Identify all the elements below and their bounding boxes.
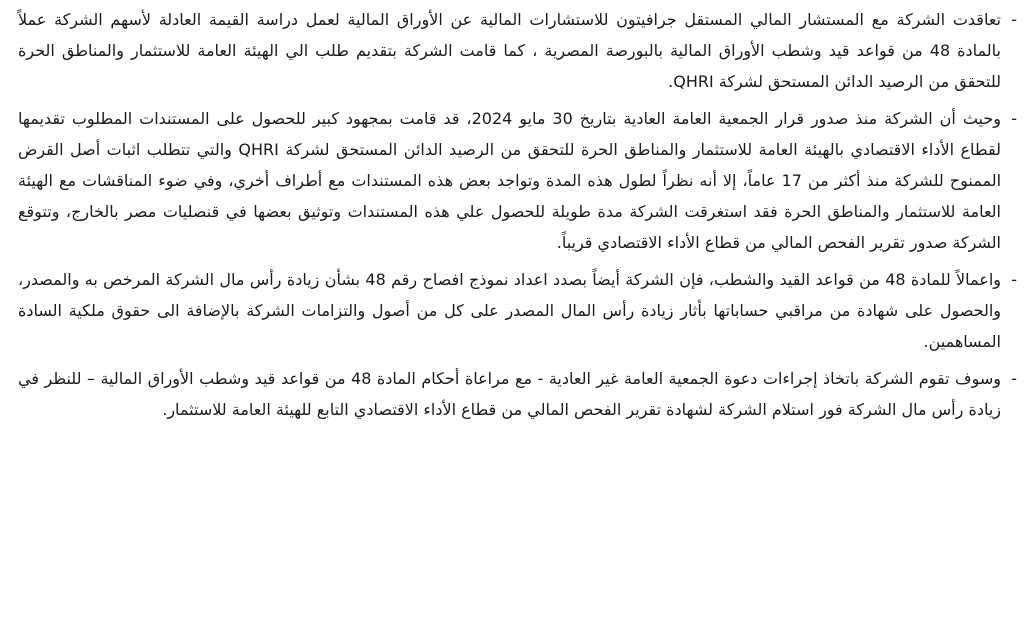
paragraph-text: وسوف تقوم الشركة باتخاذ إجراءات دعوة الجمعية العامة غير العادية - مع مراعاة أحكام المادة 48 من قواعد قيد وشطب الأوراق المالية – للنظر في زيادة رأس مال الشركة فور استلام الشركة لشهادة تقرير الفحص المالي من قطاع الأداء الاقتصادي التابع للهيئة العامة للاستثمار. (18, 369, 1002, 419)
list-item (14, 363, 1019, 425)
bullet-marker: - (1011, 109, 1017, 128)
bullet-marker: - (1011, 10, 1017, 29)
bullet-list (14, 4, 1019, 425)
list-item (14, 4, 1019, 97)
list-item (14, 264, 1019, 357)
list-item (14, 103, 1019, 258)
bullet-marker: - (1011, 270, 1017, 289)
bullet-marker: - (1011, 369, 1017, 388)
paragraph-text: وحيث أن الشركة منذ صدور قرار الجمعية العامة العادية بتاريخ 30 مايو 2024، قد قامت بمجهود كبير للحصول على المستندات المطلوب تقديمها لقطاع الأداء الاقتصادي بالهيئة العامة للاستثمار والمناطق الحرة للتحقق من الرصيد الدائن المستحق لشركة QHRI والتي تتطلب اثبات أصل القرض الممنوح للشركة منذ أكثر من 17 عاماً، إلا أنه نظراً لطول هذه المدة وتواجد بعض هذه المستندات مع أطراف أخري، وفي ضوء المناقشات مع الهيئة العامة للاستثمار والمناطق الحرة فقد استغرقت الشركة مدة طويلة للحصول علي هذه المستندات وتوثيق بعضها في قنصليات مصر بالخارج، وتتوقع الشركة صدور تقرير الفحص المالي من قطاع الأداء الاقتصادي قريباً. (18, 109, 1002, 252)
paragraph-text: تعاقدت الشركة مع المستشار المالي المستقل جرافيتون للاستشارات المالية عن الأوراق المالية لعمل دراسة القيمة العادلة لأسهم الشركة عملاً بالمادة 48 من قواعد قيد وشطب الأوراق المالية بالبورصة المصرية ، كما قامت الشركة بتقديم طلب الي الهيئة العامة للاستثمار والمناطق الحرة للتحقق من الرصيد الدائن المستحق لشركة QHRI. (18, 10, 1002, 91)
paragraph-text: واعمالاً للمادة 48 من قواعد القيد والشطب، فإن الشركة أيضاً بصدد اعداد نموذج افصاح رقم 48 بشأن زيادة رأس مال الشركة المرخص به والمصدر، والحصول على شهادة من مراقبي حساباتها بأثار زيادة رأس المال المصدر على كل من أصول والتزامات الشركة بالإضافة الى حقوق ملكية السادة المساهمين. (18, 270, 1002, 351)
